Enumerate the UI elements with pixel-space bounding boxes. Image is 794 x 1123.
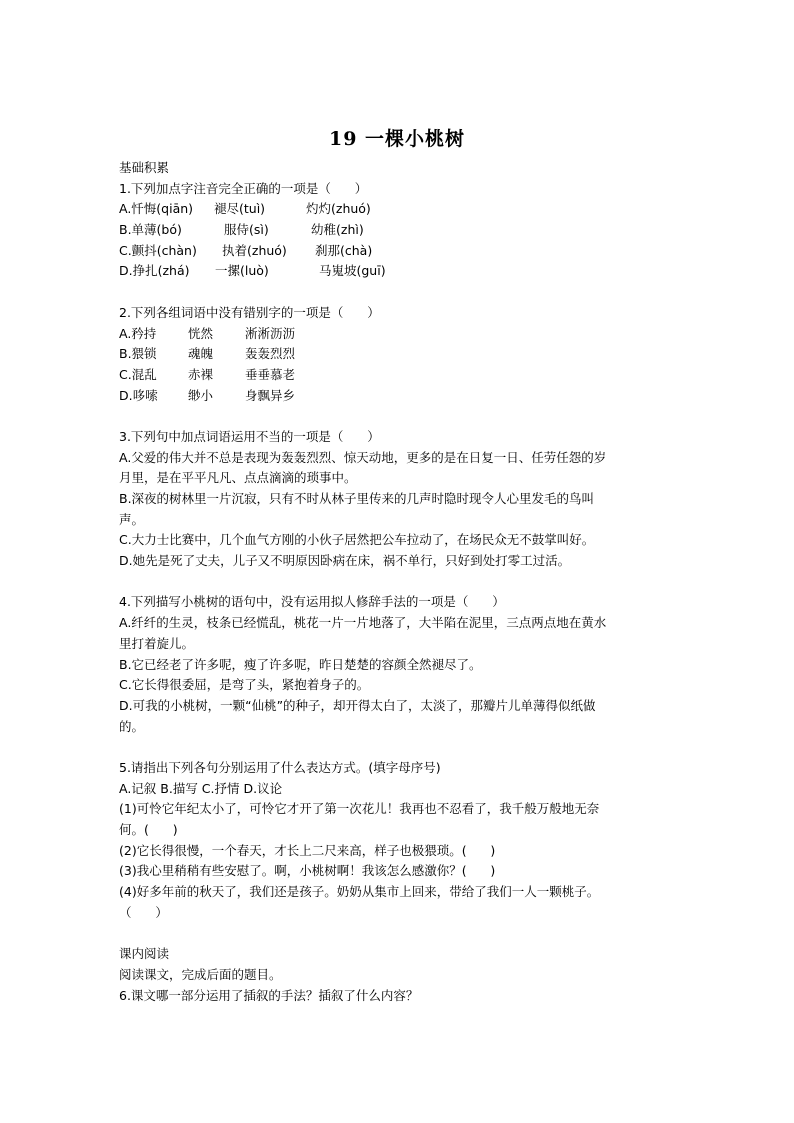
- option-row: [119, 344, 679, 365]
- question-4: [119, 592, 679, 737]
- question-line: D.她先是死了丈夫，儿子又不明原因卧病在床，祸不单行，只好到处打零工过活。: [119, 553, 571, 569]
- reading-instruction: 阅读课文，完成后面的题目。: [119, 966, 282, 982]
- option-word: B.单薄(bó): [119, 222, 182, 238]
- option-row: [119, 241, 679, 262]
- option-word: 魂魄: [188, 346, 214, 362]
- option-word: 幼稚(zhì): [311, 222, 364, 238]
- option-word: 灼灼(zhuó): [306, 201, 371, 217]
- question-6: 6.课文哪一部分运用了插叙的手法？插叙了什么内容？: [119, 987, 419, 1003]
- question-line: D.可我的小桃树，一颗“仙桃”的种子，却开得太白了，太淡了，那瓣片儿单薄得似纸做: [119, 697, 596, 713]
- question-5: [119, 758, 679, 924]
- option-word: D.挣扎(zhá): [119, 263, 190, 279]
- option-word: 刹那(chà): [315, 242, 373, 258]
- question-stem: 5.请指出下列各句分别运用了什么表达方式。(填字母序号): [119, 759, 441, 775]
- option-word: 服侍(sì): [224, 222, 269, 238]
- option-word: C.颤抖(chàn): [119, 242, 197, 258]
- option-row: [119, 324, 679, 345]
- question-stem: 2.下列各组词语中没有错别字的一项是（ ）: [119, 304, 380, 320]
- option-word: 赤裸: [188, 366, 214, 382]
- option-word: B.猥锁: [119, 346, 157, 362]
- option-word: 褪尽(tuì): [214, 201, 266, 217]
- option-word: C.混乱: [119, 366, 157, 382]
- question-line: A.纤纤的生灵，枝条已经慌乱，桃花一片一片地落了，大半陷在泥里，三点两点地在黄水: [119, 615, 607, 631]
- document-body: [119, 158, 679, 1006]
- question-line: （ ）: [119, 904, 168, 920]
- question-line: (3)我心里稍稍有些安慰了。啊，小桃树啊！我该怎么感激你？( ): [119, 863, 496, 879]
- page-title: 19 一棵小桃树: [328, 128, 466, 150]
- question-stem: 1.下列加点字注音完全正确的一项是（ ）: [119, 180, 368, 196]
- question-line: B.深夜的树林里一片沉寂，只有不时从林子里传来的几声时隐时现令人心里发毛的鸟叫: [119, 491, 595, 506]
- option-word: 恍然: [188, 325, 214, 341]
- question-line: B.它已经老了许多呢，瘦了许多呢，昨日楚楚的容颜全然褪尽了。: [119, 656, 482, 672]
- question-line: (4)好多年前的秋天了，我们还是孩子。奶奶从集市上回来，带给了我们一人一颗桃子。: [119, 884, 600, 900]
- option-word: 马嵬坡(guī): [319, 263, 386, 279]
- question-line: (1)可怜它年纪太小了，可怜它才开了第一次花儿！我再也不忍看了，我千般万般地无奈: [119, 801, 600, 817]
- option-row: [119, 386, 679, 407]
- question-line: 月里，是在平平凡凡、点点滴滴的琐事中。: [119, 470, 357, 486]
- question-line: C.大力士比赛中，几个血气方刚的小伙子居然把公车拉动了，在场民众无不鼓掌叫好。: [119, 532, 595, 548]
- option-word: 淅淅沥沥: [245, 325, 296, 341]
- option-word: 身飘异乡: [245, 387, 296, 403]
- option-word: 轰轰烈烈: [245, 346, 296, 362]
- question-3: [119, 427, 679, 572]
- question-stem: 4.下列描写小桃树的语句中，没有运用拟人修辞手法的一项是（ ）: [119, 594, 505, 610]
- question-stem: 3.下列句中加点词语运用不当的一项是（ ）: [119, 428, 380, 444]
- question-line: (2)它长得很慢，一个春天，才长上二尺来高，样子也极猥琐。( ): [119, 842, 496, 858]
- question-line: C.它长得很委屈，是弯了头，紧抱着身子的。: [119, 677, 370, 693]
- option-word: 执着(zhuó): [222, 242, 287, 258]
- option-word: A.矜持: [119, 325, 157, 341]
- question-line: A.记叙 B.描写 C.抒情 D.议论: [119, 780, 283, 796]
- section-heading-reading: 课内阅读: [119, 946, 170, 962]
- option-row: [119, 199, 679, 220]
- question-2: [119, 303, 679, 406]
- question-line: 声。: [119, 511, 145, 527]
- question-line: 何。( ): [119, 822, 178, 837]
- option-word: 一摞(luò): [215, 263, 269, 279]
- question-line: 的。: [119, 718, 145, 734]
- option-word: A.忏悔(qiān): [119, 201, 194, 217]
- section-heading-basics: 基础积累: [119, 160, 170, 175]
- question-line: 里打着旋儿。: [119, 635, 195, 651]
- option-row: [119, 220, 679, 241]
- option-row: [119, 261, 679, 282]
- question-1: [119, 179, 679, 282]
- option-word: 缈小: [188, 387, 214, 403]
- option-word: D.哆嗦: [119, 387, 158, 403]
- option-word: 垂垂慕老: [245, 366, 296, 382]
- question-line: A.父爱的伟大并不总是表现为轰轰烈烈、惊天动地，更多的是在日复一日、任劳任怨的岁: [119, 449, 607, 465]
- option-row: [119, 365, 679, 386]
